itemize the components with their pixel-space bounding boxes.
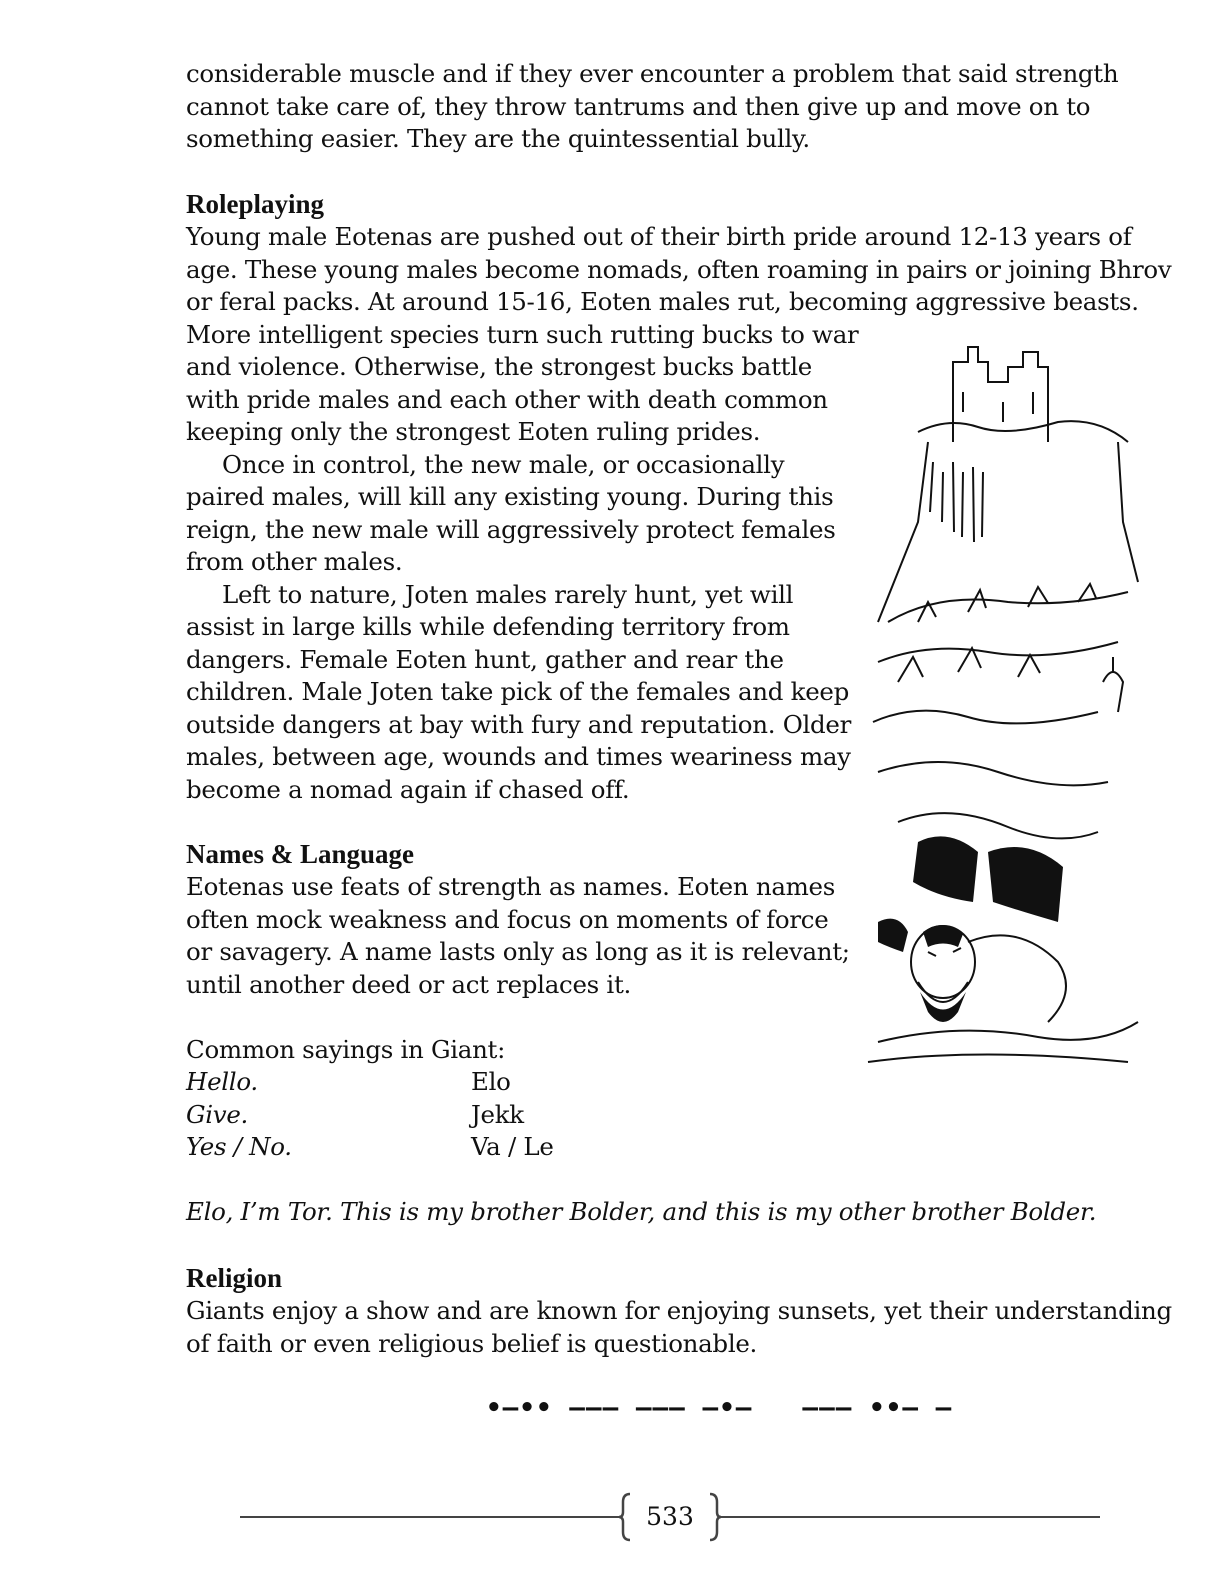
saying-giant: Elo [471, 1067, 511, 1096]
names-paragraph [186, 871, 850, 1001]
text-line: Giants enjoy a show and are known for enjoying sunsets, yet their understanding [186, 1296, 1172, 1325]
text-line: until another deed or act replaces it. [186, 969, 631, 999]
text-line: Eotenas use feats of strength as names. Eoten names [186, 872, 836, 901]
giant-castle-illustration-icon [858, 322, 1148, 1082]
text-line: Once in control, the new male, or occasionally [222, 449, 785, 479]
text-line: reign, the new male will aggressively protect females [186, 514, 836, 544]
text-line: often mock weakness and focus on moments of force [186, 904, 829, 934]
text-line: Left to nature, Joten males rarely hunt, yet will [222, 579, 794, 609]
text-line: of faith or even religious belief is questionable. [186, 1328, 758, 1358]
roleplaying-heading: Roleplaying [186, 189, 325, 219]
text-line: and violence. Otherwise, the strongest bucks battle [186, 352, 812, 381]
page-number: 533 [646, 1502, 694, 1531]
text-line: paired males, will kill any existing young. During this [186, 482, 834, 511]
text-line: something easier. They are the quintessential bully. [186, 124, 810, 153]
names-heading: Names & Language [186, 839, 414, 869]
saying-phrase: Give. [186, 1100, 249, 1129]
text-line: More intelligent species turn such rutting bucks to war [186, 319, 859, 349]
morse-decoration: •–•• ––– ––– –•– ––– ••– – [486, 1393, 953, 1423]
religion-paragraph [186, 1295, 1172, 1360]
intro-paragraph [186, 58, 1118, 156]
text-line: from other males. [186, 547, 403, 576]
text-line: or feral packs. At around 15-16, Eoten males rut, becoming aggressive beasts. [186, 287, 1139, 316]
example-quote: Elo, I’m Tor. This is my brother Bolder, and this is my other brother Bolder. [186, 1197, 1097, 1226]
text-line: dangers. Female Eoten hunt, gather and rear the [186, 644, 784, 674]
text-line: keeping only the strongest Eoten ruling prides. [186, 417, 761, 446]
text-line: assist in large kills while defending territory from [186, 612, 790, 641]
text-line: outside dangers at bay with fury and reputation. Older [186, 709, 852, 739]
saying-phrase: Hello. [186, 1067, 258, 1096]
footer-rule-right [720, 1516, 1100, 1518]
sayings-intro: Common sayings in Giant: [186, 1035, 506, 1064]
text-line: considerable muscle and if they ever encounter a problem that said strength [186, 59, 1119, 88]
saying-giant: Va / Le [471, 1132, 554, 1161]
text-line: cannot take care of, they throw tantrums and then give up and move on to [186, 91, 1091, 121]
footer-rule-left [240, 1516, 620, 1518]
text-line: or savagery. A name lasts only as long as it is relevant; [186, 937, 850, 966]
text-line: become a nomad again if chased off. [186, 774, 630, 804]
text-line: with pride males and each other with death common [186, 384, 828, 414]
saying-giant: Jekk [471, 1100, 524, 1129]
text-line: children. Male Joten take pick of the females and keep [186, 677, 849, 706]
text-line: age. These young males become nomads, often roaming in pairs or joining Bhrov [186, 254, 1172, 284]
saying-phrase: Yes / No. [186, 1132, 292, 1161]
religion-heading: Religion [186, 1263, 283, 1293]
text-line: Young male Eotenas are pushed out of their birth pride around 12-13 years of [186, 222, 1132, 251]
text-line: males, between age, wounds and times weariness may [186, 742, 851, 771]
